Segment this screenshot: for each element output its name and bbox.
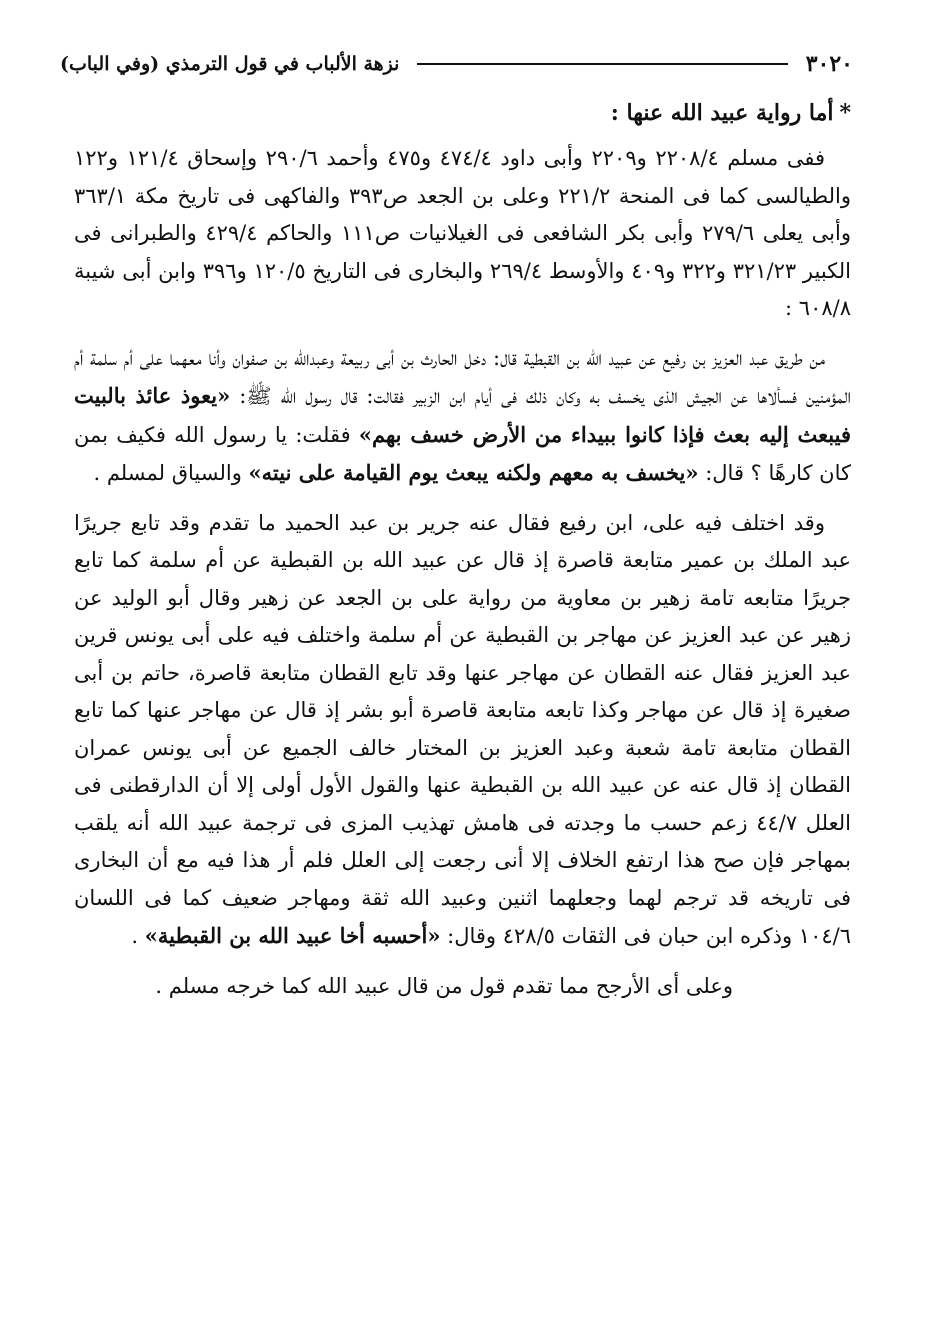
hadith-question-text: فقلت: يا رسول الله فكيف بمن كان كارهًا ؟ قال:: [74, 422, 851, 485]
discussion-end: .: [131, 924, 145, 948]
hadith-quote-1: «يعوذ عائذ بالبيت فيبعث إليه بعث فإذا كانوا ببيداء من الأرض خسف بهم»: [74, 383, 851, 447]
running-title: نزهة الألباب في قول الترمذي (وفي الباب): [60, 53, 400, 75]
paragraph-discussion: [74, 505, 851, 956]
page-header: [60, 46, 853, 82]
paragraph-conclusion: [74, 968, 851, 1006]
page-body: [74, 96, 851, 1005]
discussion-text: وقد اختلف فيه على، ابن رفيع فقال عنه جرير بن عبد الحميد ما تقدم وقد تابع جريرًا عبد الملك بن عمير متابعة قاصرة إذ قال عن عبيد الله بن القبطية عن أم سلمة كما تابع جريرًا متابعه تامة زهير بن معاوية من رواية على بن الجعد عن زهير وقال أبو الوليد عن زهير عن عبد العزيز عن مهاجر بن القبطية عن أم سلمة واختلف فيه على أبى يونس قرين عبد العزيز فقال عنه القطان عن مهاجر عنها وقد تابع القطان متابعة قاصرة، حاتم بن أبى صغيرة إذ قال عن مهاجر وكذا تابعه متابعة قاصرة أبو بشر إذ قال عن مهاجر عنها كما تابع القطان متابعة تامة شعبة وعبد العزيز بن المختار خالف الجميع عن أبى يونس عمران القطان إذ قال عنه عن عبيد الله بن القبطية عنها والقول الأول أولى إلا أن الدارقطنى فى العلل ٤٤/٧ زعم حسب ما وجدته فى هامش تهذيب المزى فى ترجمة عبيد الله أنه يلقب بمهاجر فإن صح هذا ارتفع الخلاف إلا أنى رجعت إلى العلل فلم أر هذا فيه مع أن البخارى فى تاريخه قد ترجم لهما وجعلهما اثنين وعبيد الله ثقة ومهاجر ضعيف كما فى اللسان ١٠٤/٦ وذكره ابن حبان فى الثقات ٤٢٨/٥ وقال:: [74, 510, 851, 948]
discussion-quote: «أحسبه أخا عبيد الله بن القبطية»: [144, 923, 441, 948]
paragraph-hadith: [74, 340, 851, 493]
hadith-chain-text: من طريق عبد العزيز بن رفيع عن عبيد الله بن القبطية قال: دخل الحارث بن أبى ربيعة وعبدالله بن صفوان وأنا معهما على أم سلمة أم المؤمنين فسألاها عن الجيش الذى يخسف به وكان ذلك فى أيام ابن الزبير فقالت: قال رسول الله ﷺ:: [74, 345, 851, 408]
hadith-quote-2: «يخسف به معهم ولكنه يبعث يوم القيامة على نيته»: [248, 460, 699, 485]
paragraph-sources: [74, 140, 851, 328]
header-rule: [417, 63, 787, 65]
hadith-attribution-text: والسياق لمسلم .: [93, 461, 242, 485]
page-number: ٣٠٢٠: [805, 51, 853, 77]
paragraph-sources-text: ففى مسلم ٢٢٠٨/٤ و٢٢٠٩ وأبى داود ٤٧٤/٤ و٤٧٥ وأحمد ٢٩٠/٦ وإسحاق ١٢١/٤ و١٢٢ والطيالسى كما فى المنحة ٢٢١/٢ وعلى بن الجعد ص٣٩٣ والفاكهى فى تاريخ مكة ٣٦٣/١ وأبى يعلى ٢٧٩/٦ وأبى بكر الشافعى فى الغيلانيات ص١١١ والحاكم ٤٢٩/٤ والطبرانى فى الكبير ٣٢١/٢٣ و٣٢٢ و٤٠٩ والأوسط ٢٦٩/٤ والبخارى فى التاريخ ١٢٠/٥ و٣٩٦ وابن أبى شيبة ٦٠٨/٨ :: [74, 146, 851, 320]
section-heading-text: أما رواية عبيد الله عنها :: [610, 100, 834, 126]
conclusion-text: وعلى أى الأرجح مما تقدم قول من قال عبيد الله كما خرجه مسلم .: [155, 973, 733, 998]
star-bullet-icon: *: [839, 100, 851, 126]
section-heading: [74, 96, 851, 130]
